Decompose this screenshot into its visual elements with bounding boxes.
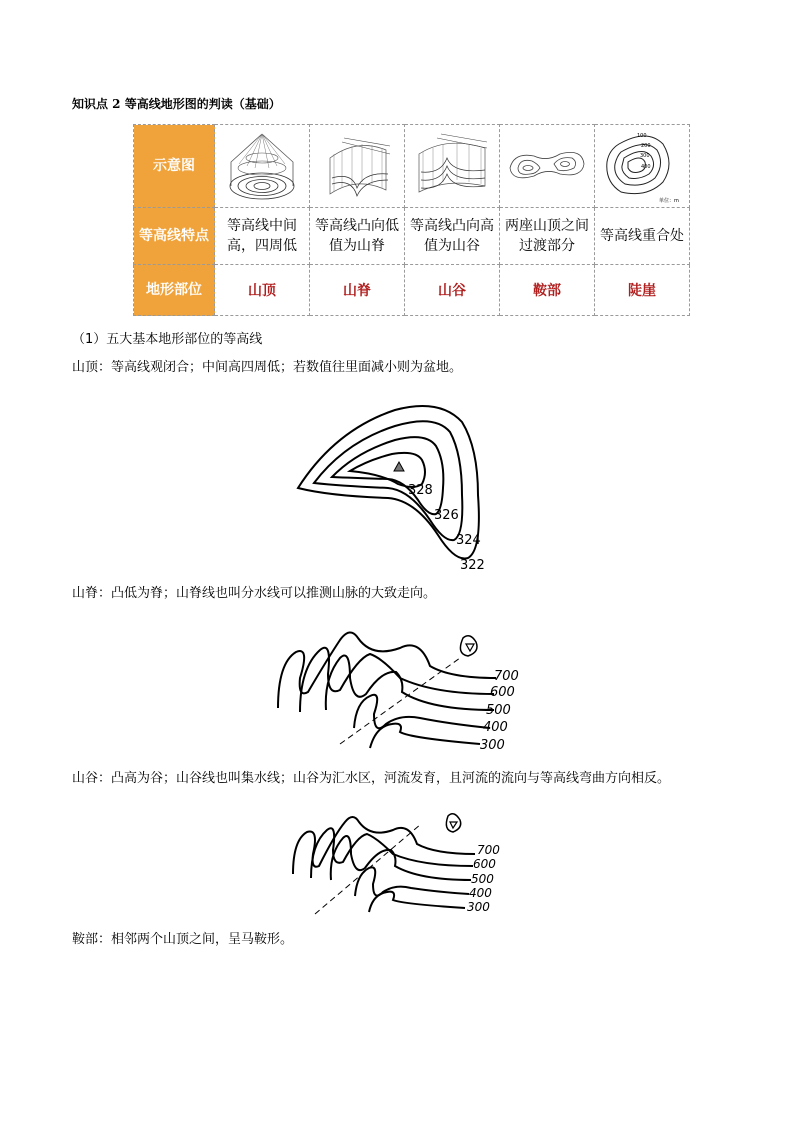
ridge-peak-triangle-icon <box>466 644 474 651</box>
section-title: （1）五大基本地形部位的等高线 <box>72 332 263 347</box>
landform-ridge: 山脊 <box>310 265 405 316</box>
table-row <box>134 125 690 208</box>
feature-valley: 等高线凸向高值为山谷 <box>405 208 500 265</box>
feature-cliff: 等高线重合处 <box>595 208 690 265</box>
ridge-label-500: 500 <box>486 703 511 718</box>
landform-valley: 山谷 <box>405 265 500 316</box>
valley-label-700: 700 <box>477 843 500 857</box>
landform-cliff: 陡崖 <box>595 265 690 316</box>
valley-peak-triangle-icon <box>450 822 457 828</box>
knowledge-table <box>133 124 690 316</box>
cliff-unit: 单位：m <box>659 198 679 204</box>
section-heading: 知识点 2 等高线地形图的判读（基础） <box>72 97 281 111</box>
ridge-label-600: 600 <box>490 685 515 700</box>
ridge-label-700: 700 <box>494 669 519 684</box>
diagram-valley <box>405 125 500 208</box>
contour-label-324: 324 <box>456 533 481 548</box>
summit-description: 山顶：等高线观闭合；中间高四周低；若数值往里面减小则为盆地。 <box>72 360 463 375</box>
saddle-description: 鞍部：相邻两个山顶之间，呈马鞍形。 <box>72 932 294 947</box>
feature-ridge: 等高线凸向低值为山脊 <box>310 208 405 265</box>
contour-label-328: 328 <box>408 483 433 498</box>
valley-label-300: 300 <box>467 900 490 914</box>
landform-saddle: 鞍部 <box>500 265 595 316</box>
ridge-label-300: 300 <box>480 738 505 753</box>
cliff-label-300: 300 <box>640 153 650 159</box>
ridge-description: 山脊：凸低为脊；山脊线也叫分水线可以推测山脉的大致走向。 <box>72 586 437 601</box>
diagram-saddle <box>500 125 595 208</box>
row-header-landform: 地形部位 <box>134 265 215 316</box>
table-row <box>134 208 690 265</box>
ridge-contour-figure <box>270 618 530 760</box>
contour-label-326: 326 <box>434 508 459 523</box>
valley-label-500: 500 <box>471 872 494 886</box>
landform-summit: 山顶 <box>215 265 310 316</box>
contour-label-322: 322 <box>460 558 485 573</box>
feature-saddle: 两座山顶之间过渡部分 <box>500 208 595 265</box>
valley-description: 山谷：凸高为谷；山谷线也叫集水线；山谷为汇水区，河流发育，且河流的流向与等高线弯曲方向相反。 <box>72 771 671 786</box>
row-header-diagram: 示意图 <box>134 125 215 208</box>
table-row <box>134 265 690 316</box>
summit-contour-figure <box>290 400 500 575</box>
row-header-features: 等高线特点 <box>134 208 215 265</box>
feature-summit: 等高线中间高，四周低 <box>215 208 310 265</box>
valley-label-600: 600 <box>473 857 496 871</box>
summit-triangle-icon <box>394 462 404 471</box>
diagram-summit <box>215 125 310 208</box>
cliff-label-200: 200 <box>641 143 651 149</box>
diagram-ridge <box>310 125 405 208</box>
ridge-label-400: 400 <box>483 720 508 735</box>
diagram-cliff <box>595 125 690 208</box>
valley-contour-figure <box>285 804 510 922</box>
valley-label-400: 400 <box>469 886 492 900</box>
cliff-label-100: 100 <box>637 133 647 139</box>
cliff-label-400: 400 <box>641 164 651 170</box>
